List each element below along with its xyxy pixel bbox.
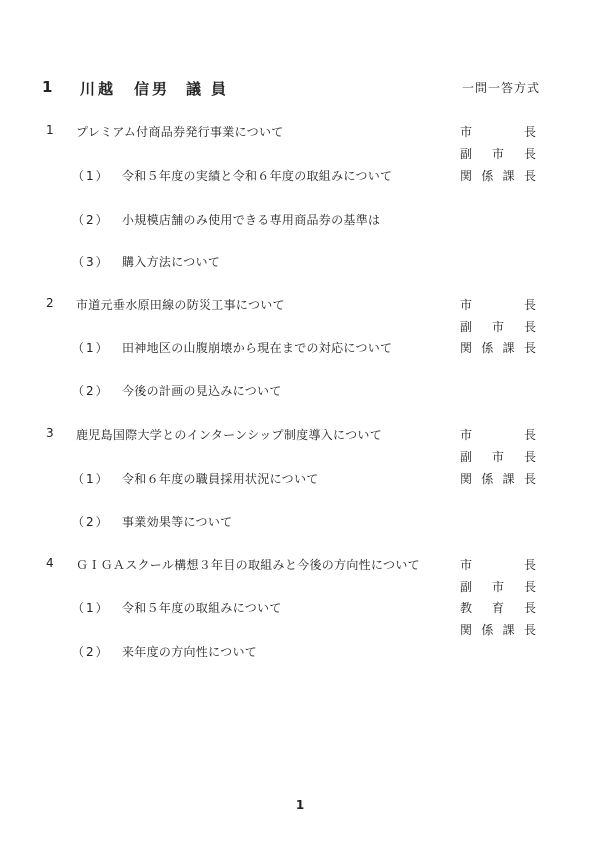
question-3-respondent-2: 副 市 長	[460, 450, 536, 464]
question-1-number: 1	[46, 123, 54, 137]
member-number: 1	[42, 78, 53, 96]
question-1-sub-1-title: 令和５年度の実績と令和６年度の取組みについて	[122, 169, 393, 183]
question-3-sub-2-number: （2）	[72, 515, 110, 529]
question-2-sub-2-number: （2）	[72, 384, 110, 398]
question-4-respondent-3: 教 育 長	[460, 601, 536, 615]
question-2-sub-1-title: 田神地区の山腹崩壊から現在までの対応について	[122, 341, 393, 355]
question-1-respondent-3: 関係課長	[460, 169, 536, 183]
question-4-respondent-1: 市 長	[460, 558, 536, 572]
question-1-respondent-2: 副 市 長	[460, 147, 536, 161]
question-2-number: 2	[46, 296, 54, 310]
question-3-sub-1-number: （1）	[72, 472, 110, 486]
member-name: 川越 信男	[80, 80, 171, 98]
question-2-respondent-1: 市 長	[460, 298, 536, 312]
question-4-respondent-2: 副 市 長	[460, 580, 536, 594]
question-3-respondent-1: 市 長	[460, 428, 536, 442]
question-4-sub-2-title: 来年度の方向性について	[122, 645, 258, 659]
question-1-sub-2-number: （2）	[72, 213, 110, 227]
question-3-number: 3	[46, 426, 54, 440]
question-1-title: プレミアム付商品券発行事業について	[76, 125, 284, 139]
question-3-respondent-3: 関係課長	[460, 472, 536, 486]
question-3-sub-1-title: 令和６年度の職員採用状況について	[122, 472, 319, 486]
question-1-sub-3-title: 購入方法について	[122, 255, 221, 269]
question-3-title: 鹿児島国際大学とのインターンシップ制度導入について	[76, 428, 383, 442]
question-1-sub-3-number: （3）	[72, 255, 110, 269]
question-3-sub-2-title: 事業効果等について	[122, 515, 233, 529]
question-4-sub-1-title: 令和５年度の取組みについて	[122, 601, 282, 615]
question-2-respondent-3: 関係課長	[460, 341, 536, 355]
question-4-number: 4	[46, 556, 54, 570]
question-1-sub-2-title: 小規模店舗のみ使用できる専用商品券の基準は	[122, 213, 381, 227]
question-2-respondent-2: 副 市 長	[460, 320, 536, 334]
question-2-title: 市道元垂水原田線の防災工事について	[76, 298, 285, 312]
question-4-title: ＧＩＧＡスクール構想３年目の取組みと今後の方向性について	[76, 558, 420, 572]
question-1-sub-1-number: （1）	[72, 169, 110, 183]
member-role: 議員	[186, 80, 237, 98]
page-number: 1	[295, 798, 305, 812]
question-4-respondent-4: 関係課長	[460, 623, 536, 637]
question-2-sub-2-title: 今後の計画の見込みについて	[122, 384, 282, 398]
question-4-sub-1-number: （1）	[72, 601, 110, 615]
question-1-respondent-1: 市 長	[460, 125, 536, 139]
question-2-sub-1-number: （1）	[72, 341, 110, 355]
question-4-sub-2-number: （2）	[72, 645, 110, 659]
question-format: 一問一答方式	[462, 81, 541, 95]
